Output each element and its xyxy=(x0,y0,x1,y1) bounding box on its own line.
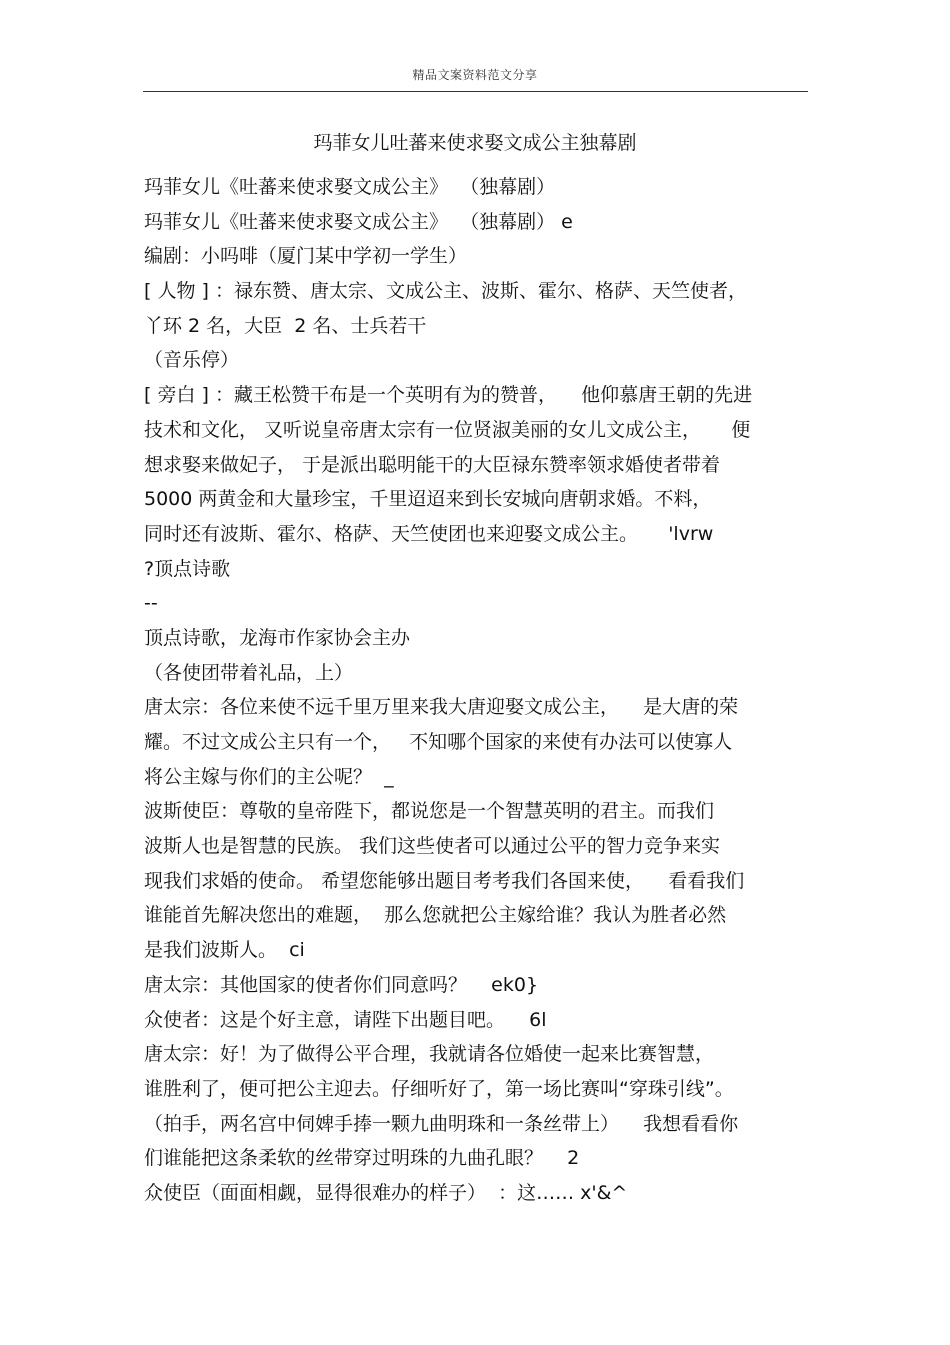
body-line: 想求娶来做妃子， 于是派出聪明能干的大臣禄东赞率领求婚使者带着 xyxy=(144,453,721,476)
body-line: 现我们求婚的使命。 希望您能够出题目考考我们各国来使， 看看我们 xyxy=(144,869,745,892)
body-line: 玛菲女儿《吐蕃来使求娶文成公主》 （独幕剧） xyxy=(144,176,556,198)
body-line: 顶点诗歌，龙海市作家协会主办 xyxy=(144,626,411,649)
body-line: 唐太宗：好！为了做得公平合理，我就请各位婚使一起来比赛智慧， xyxy=(144,1043,715,1066)
body-line: [ 旁白 ] ：藏王松赞干布是一个英明有为的赞普， 他仰慕唐王朝的先进 xyxy=(144,384,753,407)
body-line: 众使臣（面面相觑，显得很难办的样子） ：这…… x'&^ xyxy=(144,1181,628,1204)
body-line: 谁胜利了，便可把公主迎去。仔细听好了，第一场比赛叫“穿珠引线”。 xyxy=(144,1077,734,1100)
body-line: 是我们波斯人。 ci xyxy=(144,939,305,962)
body-line: ?顶点诗歌 xyxy=(144,557,231,580)
body-line: 将公主嫁与你们的主公呢？ _ xyxy=(144,765,394,788)
body-line: 们谁能把这条柔软的丝带穿过明珠的九曲孔眼？ 2 xyxy=(144,1147,580,1170)
document-title: 玛菲女儿吐蕃来使求娶文成公主独幕剧 xyxy=(313,132,637,154)
body-line: 丫环 2 名，大臣 2 名、士兵若干 xyxy=(144,314,427,337)
body-line: 唐太宗：各位来使不远千里万里来我大唐迎娶文成公主， 是大唐的荣 xyxy=(144,696,739,719)
body-line: 同时还有波斯、霍尔、格萨、天竺使团也来迎娶文成公主。 'lvrw xyxy=(144,522,714,545)
body-line: 众使者：这是个好主意，请陛下出题目吧。 6l xyxy=(144,1008,547,1031)
body-line: （各使团带着礼品，上） xyxy=(144,661,354,684)
body-line: 波斯使臣：尊敬的皇帝陛下，都说您是一个智慧英明的君主。而我们 xyxy=(144,800,715,823)
body-line: -- xyxy=(144,592,158,615)
body-line: 谁能首先解决您出的难题， 那么您就把公主嫁给谁？我认为胜者必然 xyxy=(144,904,727,927)
body-line: 波斯人也是智慧的民族。 我们这些使者可以通过公平的智力竞争来实 xyxy=(144,835,721,858)
page-header: 精品文案资料范文分享 xyxy=(412,68,538,82)
body-line: 唐太宗：其他国家的使者你们同意吗？ ek0} xyxy=(144,973,539,996)
body-line: [ 人物 ] ：禄东赞、唐太宗、文成公主、波斯、霍尔、格萨、天竺使者， xyxy=(144,280,747,303)
body-line: （拍手，两名宫中伺婢手捧一颗九曲明珠和一条丝带上） 我想看看你 xyxy=(144,1112,739,1135)
body-line: （音乐停） xyxy=(144,349,240,372)
header-divider xyxy=(143,91,808,92)
body-line: 编剧：小吗啡（厦门某中学初一学生） xyxy=(144,245,468,268)
document-body xyxy=(144,170,824,1211)
body-line: 技术和文化， 又听说皇帝唐太宗有一位贤淑美丽的女儿文成公主， 便 xyxy=(144,418,751,441)
body-line: 5000 两黄金和大量珍宝，千里迢迢来到长安城向唐朝求婚。不料， xyxy=(144,488,712,511)
body-line: 玛菲女儿《吐蕃来使求娶文成公主》 （独幕剧） e xyxy=(144,210,573,233)
body-line: 耀。不过文成公主只有一个， 不知哪个国家的来使有办法可以使寡人 xyxy=(144,731,733,753)
